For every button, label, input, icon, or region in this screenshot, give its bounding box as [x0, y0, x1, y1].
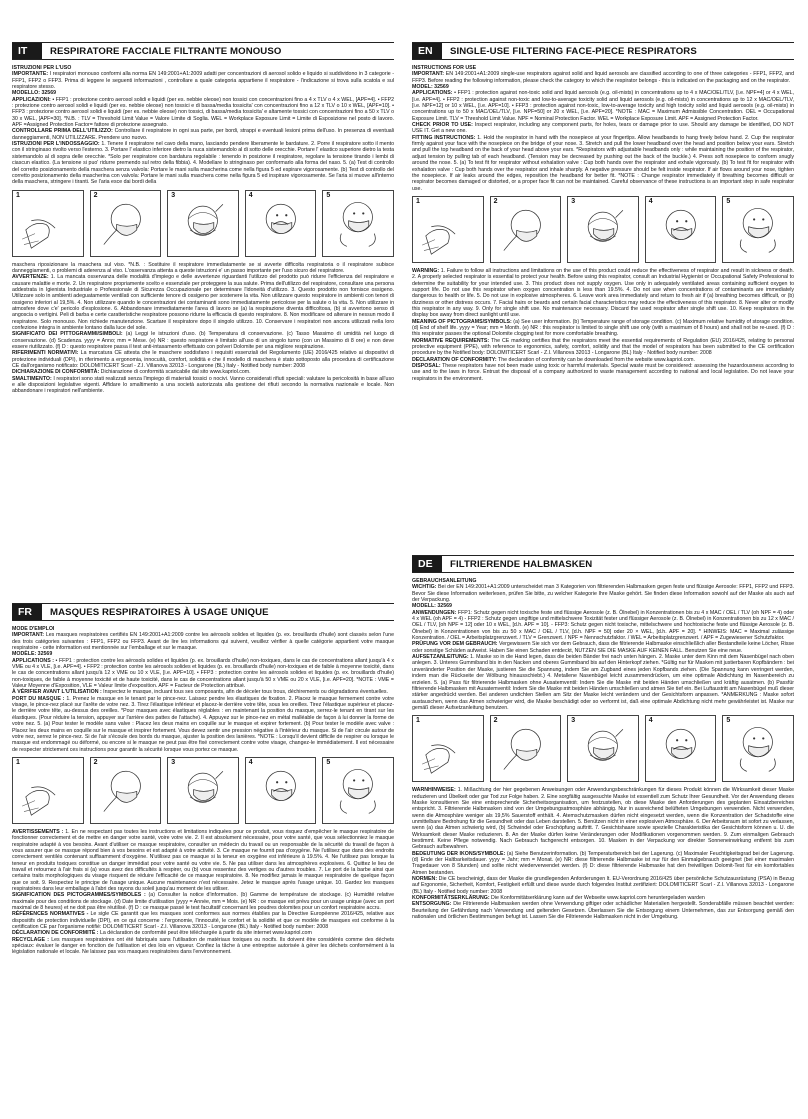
paragraph-label: DICHIARAZIONE DI CONFORMITÀ:: [12, 369, 100, 376]
figure-number: 1: [416, 717, 420, 725]
figure-number: 4: [248, 758, 253, 766]
paragraph-label: AVERTISSEMENTS :: [12, 828, 64, 835]
body-text: [412, 578, 794, 711]
paragraph: [412, 71, 794, 84]
paragraph-text: The CE marking certifies that the respirators meet the essential requirements of Regulation (EU) 2016/425, relating to personal protective equipment (PPE), with reference to ergonomics, safety, comfort, solidity and that the model of respirators has been submitted to the CE certification procedure by the Notified body: DOLOMITICERT Scarl - Z.I. Villanova 32013 - Longarone (BL) Italy - Notified body number: 2008: [412, 337, 794, 357]
fitting-figure: [645, 196, 717, 263]
paragraph: [412, 268, 794, 319]
figure-illustration: [413, 197, 483, 262]
paragraph-label: DISPOSAL:: [412, 363, 441, 370]
figure-illustration: [13, 758, 83, 823]
paragraph-label: RÉFÉRENCES NORMATIVES -: [12, 911, 89, 918]
paragraph: [412, 901, 794, 920]
paragraph-label: RECYCLAGE :: [12, 936, 49, 943]
fitting-figure: [90, 190, 162, 257]
paragraph: [12, 331, 394, 350]
paragraph: [12, 632, 394, 651]
fitting-figure: [12, 757, 84, 824]
section-header: [412, 42, 794, 60]
paragraph-text: Bei der EN 149:2001+A1:2009 unterscheidet man 3 Kategorien von filtrierenden Halbmasken gegen feste und flüssige Aerosole: FFP1, FFP2 und FFP3. Bevor Sie diese Information weiterlesen, prüfen Sie bitte, zu welcher Kategorie Ihre Maske gehört. Sie finden diese Information sowohl auf der Maske als auch auf der Verpackung.: [412, 584, 794, 604]
paragraph-text: I respiratori monouso conformi alla norma EN 149:2001+A1:2009 adatti per concentrazioni di aerosol solido e liquido si suddividono in 3 categorie - FFP1, FFP2 o FFP3. Prima di leggere le seguenti informazioni , controllare a quale categoria appartiene il respiratore - l'indicazione si trova sulla scatola e sul respiratore stesso.: [12, 71, 394, 91]
fitting-figures: [412, 715, 794, 782]
fitting-figure: [722, 715, 794, 782]
paragraph-label: WARNING:: [412, 267, 440, 274]
figure-number: 5: [726, 717, 731, 725]
figure-illustration: [168, 191, 238, 256]
paragraph: [12, 911, 394, 930]
fitting-figure: [567, 715, 639, 782]
figure-illustration: [246, 758, 316, 823]
paragraph-text: La marcatura CE attesta che le maschere soddisfano i requisiti essenziali del Regolamento (UE) 2016/425 relativo ai dispositivi di protezione individuali (DPI), in riferimento a ergonomia, innocuità, comfort, solidità e che il modello di maschera è stato sottoposto alla procedura di certificazione CE dall'organismo notificato: DOLOMITICERT Scarl - Z.I. Villanova 32013 - Longarone (BL) Italy - Notified body number: 2008: [12, 350, 394, 370]
paragraph: [12, 262, 394, 275]
paragraph-text: 1. La mancata osservanza delle modalità d'impiego e delle avvertenze riguardanti l'utilizzo del prodotto può ridurre l'efficienza del respiratore e causare malattie e morte. 2. Un respiratore propriamente scelto e essenziale per proteggere la sua salute. Prima dell'utilizzo del respiratore, consultare una persona addestrata in Igienista Industriale o Professionale di Sicurezza Occupazionale per determinare l'idoneità d'utilizzo. 3. Questo prodotto non fornisce ossigeno. Utilizzare solo in ambienti adeguatamente ventilati con sufficiente tenore di ossigeno per sostenere la vita. Non utilizzare questo respiratore in ambienti con tenori di ossigeno inferiori al 19,5%. 4. Non utilizzare quando le concentrazioni dei contaminanti sono immediatamente pericolose per la salute o la vita. 5. Non utilizzare in atmosfere dove c'e' pericolo d'esplosione. 6. Abbandonare immediatamente l'area di lavoro se (a) la respirazione diventa difficoltosa, (b) si avvertono senso di angoscia o vertigini. Peli di barba e certe caratteristiche respiratore possono ridurre la efficacia di questo respiratore. 8. Non modificare od alterare in nessun modo il respiratore. Solo monouso. Non richiede manutenzione. Scartare il respiratore dopo il singolo utilizzo. 10. Conservare i respiratori non ancora utilizzati nella loro confezione integra in ambiente lontano dalla luce del sole.: [12, 274, 394, 331]
paragraph-label: NORMATIVE REQUIREMENTS:: [412, 337, 490, 344]
paragraph-label: MODEL: 32569: [412, 84, 449, 91]
paragraph-label: ENTSORGUNG:: [412, 901, 452, 908]
fitting-figure: [567, 196, 639, 263]
paragraph-label: APPLICATIONS:: [412, 90, 453, 97]
paragraph-text: Controllare il respiratore in ogni sua parte, per bordi, strappi e eventuali lesioni prima dell'uso. In presenza di eventuali danneggiamenti, NON UTILIZZARE. Prendere uno nuovo.: [12, 128, 394, 141]
figure-number: 3: [571, 197, 576, 205]
fitting-figure: [167, 190, 239, 257]
figure-number: 1: [416, 197, 420, 205]
fitting-figure: [245, 757, 317, 824]
paragraph-label: WICHTIG:: [412, 584, 437, 591]
figure-illustration: [723, 197, 793, 262]
paragraph-label: ANWENDUNGEN:: [412, 609, 457, 616]
paragraph-text: I respiratori sono stati realizzati senza l'impiego di materiali tossici o nocivi. Vanno considerati rifiuti speciali: valutare la pericolosità in base all'uso e alle disposizioni legislative vigenti. Affidare lo smaltimento a una società autorizzata alla gestione dei rifiuti secondo la normativa nazionale e locale. Non abbandonare i respiratori nell'ambiente.: [12, 375, 394, 395]
paragraph-text: Die Konformitätserklärung kann auf der Webseite www.kapriol.com heruntergeladen warden: [489, 895, 705, 902]
figure-number: 3: [171, 758, 176, 766]
figure-illustration: [246, 191, 316, 256]
paragraph-label: NORMEN:: [412, 876, 438, 883]
figure-illustration: [413, 716, 483, 781]
paragraph-label: MODÈLE: 32569: [12, 651, 53, 658]
figure-number: 4: [248, 191, 253, 199]
body-text: [12, 626, 394, 753]
paragraph: [412, 876, 794, 895]
lang-code: DE: [412, 556, 442, 572]
paragraph: [412, 363, 794, 382]
paragraph-label: IMPORTANT:: [412, 71, 444, 78]
lang-code: EN: [412, 43, 442, 59]
paragraph-label: KONFORMITÄTSERKLÄRUNG:: [412, 895, 490, 902]
paragraph: [412, 122, 794, 135]
paragraph-text: • FFP1 : protection against non-toxic solid and liquid aerosols (e.g. oil-mists) in concentrations up to 4 x MAC/OEL/TLV, [i.e. NPF=4] or 4 x WEL, [i.e. APF=4]. • FFP2 : protection against non-toxic and low-to-average toxicity solid and liquid aerosols (e.g. oil-mists) in concentrations up to 12 x MAC/OEL/TLV, [i.e. NPF=12] or 10 x WEL, [i.e. APF=10]. • FFP3 : protection against non-toxic, low-to-average toxicity and high toxicity solid and liquid aerosols (e.g. oil-mists) in concentrations up to 50 x MAC/OEL/TLV, [i.e. NPF=50] or 20 x WEL, [i.e. APF=20]. *NOTE : MAC = Maximum Admissible Concentration. OEL = Occupational Exposure Limit. TLV = Threshold Limit Value. NPF = Nominal Protection Factor. WEL = Workplace Exposure Limit. APF = Assigned Protection Factor.: [412, 90, 794, 122]
paragraph-text: (a) Leggi le istruzioni d'uso. (b) Temperatura di conservazione. (c) Tasso Massimo di umidità nel luogo di conservazione. (d) Scadenza. yyyy = Anno; mm = Mese. (e) NR : questo respiratore è limitato all'uso di un singolo turno (con un Massimo di 8 ore) e non deve essere riutilizzato. (f) D : questo respiratore passa il test anti-intasamento effettuato con polveri Dolomite per una migliore respirazione.: [12, 331, 394, 350]
paragraph-label: BEDEUTUNG DER IKONS/SYMBOLE:: [412, 850, 506, 857]
figure-illustration: [723, 716, 793, 781]
paragraph-text: (a) Consulter la notice d'information. (b) Gamme de température de stockage. (c) Humidité relative maximale pour des conditions de stockage. (d) Date limite d'utilisation (yyyy = Année, mm = Mois. (e) NR : ce masque est prévu pour un usage unique (avec un port maximal de 8 heures) et ne doit pas être réutilisé. (f) D : ce masque passé le test facultatif concernant les poudres dolomites pour un confort respiratoire accru.: [12, 892, 394, 911]
section-fr: [12, 603, 394, 956]
paragraph-text: La déclaration de conformité peut être téléchargée à partir du site internet www.kapriol.com: [98, 930, 312, 937]
paragraph-text: The declaration of conformity can be downloaded from the website www.kapriol.com.: [496, 356, 696, 363]
figure-number: 2: [93, 191, 98, 199]
paragraph-text: Les masques respiratoires ont été fabriqués sans l'utilisation de matériaux toxiques ou nocifs. Ils doivent être considérés comme des déchets spéciaux: évaluer le danger en fonction de l'utilisation et des lois en vigueur. Confiez la tâche à une entreprise autorisée à gérer les déchets conformément à la législation nationale et locale. Ne laissez pas vos masques respiratoires dans l'environnement.: [12, 936, 394, 956]
paragraph: [412, 787, 794, 850]
fitting-figures: [12, 190, 394, 257]
paragraph-text: 1. Failure to follow all instructions and limitations on the use of this product could reduce the effectiveness of respirator and result in sickness or death. 2. A properly selected respirator is essential to protect your health. Before using this respirator, consult an Industrial Hygienist or Occupational Safety Professional to determine the suitability for your intended use. 3. This product does not supply oxygen. Use only in adequately ventilated areas containing sufficient oxygen to support life. Do not use this respirator when oxygen concentration is less than 19.5%. 4. Do not use when concentrations of contaminants are immediately dangerous to health or life. 5. Do not use in explosive atmospheres. 6. Leave work area immediately and return to fresh air if (a) breathing becomes difficult, or (b) dizziness or other distress occurs. 7. Facial hairs or beards and certain facial characteristics may reduce the effectiveness of this respirator. 8. Never alter or modify this respirator in any way. 9. Only for single shift use. No maintenance necessary. Discard the used respirator after single shift use. 10. Keep respirators in the display box away from direct sunlight until use.: [412, 267, 794, 319]
paragraph: [412, 654, 794, 711]
section-title: RESPIRATORE FACCIALE FILTRANTE MONOUSO: [50, 45, 282, 57]
section-title: FILTRIERENDE HALBMASKEN: [450, 558, 593, 570]
paragraph: [12, 141, 394, 185]
paragraph-text: (a) Siehe Benutzerinformation. (b) Temperaturbereich bei der Lagerung. (c) Maximaler Feuchtigkeitsgrad bei der Lagerung. (d) Ende der Haltbarkeitsdauer. yyyy = Jahr; mm = Monat. (e) NR: diese filtrierende Halbmaske ist nur für den Einmalgebrauch geeignet (bei einer maximalen Tragedauer von 8 Stunden) und sollte nicht wiederverwendet werden. (f) D: diese filtrierende Halbmaske hat den freiwilligen Dolomit-Test für ein komfortables Atmen bestanden.: [412, 850, 795, 876]
paragraph-text: 1. Prenez le masque en le tenant par le pince-nez. Laissez pendre les élastiques de fixation. 2. Placez le masque fermement contre votre visage, le pince-nez placé sur l'arête de votre nez. 3. Tirez l'élastique inférieur et placez-le derrière votre tête, sous les oreilles. Tirez l'élastique supérieur et placez-le derrière votre tête, au-dessus des oreilles. *Pour masques avec élastiques réglables : en maintenant la position du masque, serrez-le tenant en tirant sur les élastiques. (Pour réduire la tension, appuyer sur l'arrière des pattes de l'attache). 4. Appuyez sur le pince-nez en métal malléable de façon à lui donner la forme de votre nez. 5. (a) Pour tester le modèle sans valve : Placez les deux mains en coquille sur le masque et expirer fortement. (b) Pour tester le modèle avec valve : Placez les deux mains en coquille sur le masque et inspirer fortement. Vous devez sentir une pression négative à l'intérieur du masque. Si de l'air circule autour de votre nez, serrez le pince-nez. Si de l'air s'écoule des bords du masque, ajuster la position des lanières. *NOTE : Lorsqu'il devient difficile de respirer ou lorsque le masque est endommagé ou déformé, ou encore si le masque ne peut pas être fixé correctement contre votre visage, changez-le immédiatement. Il est nécessaire de respecter strictement ces instructions pour garantir la sécurité lorsque vous portez ce masque.: [12, 695, 394, 753]
fitting-figure: [245, 190, 317, 257]
paragraph: [12, 350, 394, 369]
paragraph: [12, 829, 394, 892]
fitting-figure: [490, 196, 562, 263]
paragraph-label: PORT DU MASQUE :: [12, 695, 65, 702]
figure-number: 2: [493, 717, 498, 725]
paragraph: [412, 90, 794, 122]
paragraph: [412, 610, 794, 642]
section-header: [412, 555, 794, 573]
paragraph-text: EN 149:2001+A1:2009 single-use respirators against solid and liquid aerosols are classified according to one of three categories - FFP1, FFP2, and FFP3. Before reading the following information, please check the category to which the respirator belongs - this is indicated on the packaging and on the respirator.: [412, 71, 794, 84]
figure-illustration: [168, 758, 238, 823]
figure-number: 3: [571, 717, 576, 725]
paragraph-label: MODELL: 32569: [412, 603, 452, 610]
paragraph-label: AUFSETZANLEITUNG:: [412, 654, 469, 661]
paragraph-label: FITTING INSTRUCTIONS:: [412, 134, 476, 141]
paragraph: [412, 641, 794, 654]
lang-code: IT: [12, 43, 42, 59]
section-it: [12, 42, 394, 395]
figure-illustration: [91, 191, 161, 256]
paragraph-label: ISTRUZIONI PER L'USO: [12, 65, 72, 71]
figure-illustration: [13, 191, 83, 256]
paragraph-text: 1. Tenere il respiratore nel cavo della mano, lasciando pendere liberamente le bardature. 2. Porre il respiratore sotto il mento con il stringinaso rivolto verso l'esterno. 3. Portare l' elastico inferiore dietro la nuca sistemandolo al di sotto delle orecchie. Portare l' elastico superiore dietro la testa sistemandolo al di sopra delle orecchie. *Solo per respiratore con bardatura regolabile : tenendo in posizione il respiratore, regolare la tensione tirando i lembi di ciascun elastico. (La tensione si puo' ridurre premendo sul retro della fibbia). 4. Modellare lo stringinaso per conformarlo alla forma del naso. 5. (a) Test di controllo del corretto posizionamento della maschera senza valvola: Portare le mani sulla mascherina come nella figura 5 ed espirare vigorosamente. (b) Test di controllo del corretto posizionamento della mascherina con valvola: Portare le mani sulla maschera come nella figura 5 ed inspirare vigorosamente. Se l'aria si muove all'interno della maschera, stringere i tiranti. Se l'aria esce dai bordi della: [12, 141, 394, 186]
figure-number: 2: [93, 758, 98, 766]
paragraph-text: Inspectez le masque, incluant tous ses composants, afin de déceler tous trous, déchirements ou dégradations éventuelles.: [101, 689, 389, 696]
fitting-figure: [12, 190, 84, 257]
figure-number: 4: [648, 717, 653, 725]
paragraph-label: SMALTIMENTO:: [12, 375, 52, 382]
section-header: [12, 42, 394, 60]
body-text: [12, 829, 394, 956]
paragraph-label: AVVERTENZE:: [12, 274, 49, 281]
lang-code: FR: [12, 604, 42, 620]
section-title: SINGLE-USE FILTERING FACE-PIECE RESPIRATORS: [450, 45, 697, 57]
paragraph: [12, 937, 394, 956]
paragraph: [12, 128, 394, 141]
paragraph-text: 1. Mißachtung der hier gegebenen Anweisungen oder Anwendungsbeschränkungen für dieses Produkt können die Wirksamkeit dieser Maske reduzieren und Übelkeit oder gar Tod zur Folge haben. 2. Eine sorgfältig ausgesuchte Maske ist essentiell zum Schutz Ihrer Gesundheit. Vor der Anwendung dieses Maske konsultieren Sie eine entsprechende Sicherheitsorganisation, um festzustellen, ob diese Maske den Anforderungen des geplanten Einsatzbereiches entspricht. 3. Filtrierende Halbmasken sind von der Umgebungsatmosphäre abhängig. Nur in ausreichend belüfteten Umgebungen verwenden. Nicht verwenden, wenn die Atmosphäre weniger als 19,5% Sauerstoff enthält. 4. Atemschutzmasken dürfen nicht eingesetzt werden, wenn die Konzentration der Schadstoffe eine unmittelbare Bedrohung für die Gesundheit oder das Leben darstellen. 5. Benützen nicht in einer explosiven Atmosphäre. 6. Der Arbeitsraum ist sofort zu verlassen, wenn (a) das Atmen schwierig wird, (b) Schwindel oder Erschöpfung auftritt. 7. Gesichtshaare sowie spezielle Charakteristika der Gesichtsform können u. U. die Wirksamkeit dieser Maske reduzieren. 8. An der Maske dürfen keine Veränderungen oder Modifikationen vorgenommen werden. 9. Zum einmaligen Gebrauch bestimmt. Keine Pflege notwendig. Nach Gebrauch fachgerecht entsorgen. 10. Masken in der Verpackung vor direkter Sonneneinwirkung entfernt bis zum Gebrauch aufbewahren.: [412, 787, 794, 851]
figure-illustration: [646, 716, 716, 781]
figure-illustration: [323, 758, 393, 823]
paragraph: [12, 71, 394, 90]
paragraph-label: PRÜFUNG VOR DEM GEBRAUCH:: [412, 641, 498, 648]
fitting-figure: [322, 190, 394, 257]
paragraph: [12, 97, 394, 129]
body-text: [12, 65, 394, 186]
fitting-figure: [322, 757, 394, 824]
section-header: [12, 603, 394, 621]
paragraph-text: 1. Hold the respirator in hand with the nosepiece at your fingertips. Allow headbands to hang freely below hand. 2. Cup the respirator firmly against your face with the nosepiece on the bridge of your nose. 3. Stretch and pull the lower headband over the head and position below your ears. Stretch and pull the top headband on the back of your head above your ears. *Respirators with adjustable headbands only : while maintaining the position of the respirator, adjust tension by pulling tab of each headband. (Tension may be decreased by pushing out the back of the buckle.) 4. Press soft nosepiece to conform snugly around the nose. 5. (a) To test fit for respirator without exhalation valve : Cup both hands over the respirator and exhale vigorously. (b) To test fit for respirator with exhalation valve : Cup both hands over the respirator and inhale sharply. A negative pressure should be felt inside respirator. If air flows around your nose, tighten the nosepiece. If air leaks around the edges, reposition the headband for better fit. *NOTE : Change respirator immediately if breathing becomes difficult or respirator becomes damaged or distorted, or a proper face fit can not be maintained. Careful observance of these instructions is an important step in safe respirator use.: [412, 134, 795, 192]
paragraph-label: MEANING OF PICTOGRAMS/SYMBOLS:: [412, 318, 512, 325]
paragraph-label: MODE D'EMPLOI: [12, 626, 55, 632]
paragraph: [12, 376, 394, 395]
figure-illustration: [91, 758, 161, 823]
paragraph-label: INSTRUCTIONS FOR USE: [412, 65, 477, 71]
figure-number: 5: [326, 758, 331, 766]
figure-number: 1: [16, 191, 20, 199]
paragraph-label: DÉCLARATION DE CONFORMITÉ :: [12, 930, 99, 937]
paragraph-label: IMPORTANTE:: [12, 71, 49, 78]
paragraph-text: These respirators have not been made using toxic or harmful materials. Special waste must be considered: assessing the hazardousness according to use and to the laws in force. Entrust the disposal of a company authorized to waste management according to national and local legislation. Do not leave your respirators in the environment.: [412, 363, 794, 382]
fitting-figure: [722, 196, 794, 263]
figure-illustration: [568, 716, 638, 781]
body-text: [412, 65, 794, 192]
figure-number: 5: [326, 191, 331, 199]
paragraph-text: 1. En ne respectant pas toutes les instructions et limitations indiquées pour ce produit, vous risquez d'empêcher le masque respiratoire de fonctionner correctement et de mettre en danger votre santé, voire votre vie. 2. Il est absolument nécessaire, pour votre santé, que vous sélectionniez le masque respiratoire adapté à vos besoins. Avant d'utiliser ce masque respiratoire, consulter un médecin du travail ou un responsable de la sécurité du travail de façon à vous assurer que ce masque répond bien à vos besoins et est adapté à votre activité. 3. Ce masque ne fournit pas d'oxygène. Ne l'utilisez que dans des endroits correctement ventilés contenant suffisamment d'oxygène. N'utilisez pas ce masque si la teneur en oxygène est inférieure à 19.5%. 4. Ne l'utilisez pas lorsque la teneur en produits toxiques constitue un danger immédiat pour votre santé ou votre vie. 5. Ne pas utiliser dans les atmosphères explosives. 6. Quittez le lieu de travail et retournez à l'air frais si (a) vous avez des difficultés à respirer, ou (b) vous ressentez des vertiges ou d'autres troubles. 7. Le port de la barbe ainsi que certains traits morphologiques du visage risquent de réduire l'efficacité de ce masque respiratoire. 8. Ne modifiez jamais le masque respiratoire de quelque façon que ce soit. 9. Respectez le principe de l'usage unique. Aucune maintenance n'est nécessaire. Jetez le masque après l'usage unique. 10. Gardez les masques respiratoires dans leur emballage à l'abri des rayons du soleil jusqu'au moment de les utiliser.: [12, 828, 394, 892]
paragraph-text: (a) See user information. (b) Temperature range of storage condition. (c) Maximum relative humidity of storage condition. (d) End of shelf life. yyyy = Year; mm = Month. (e) NR : this respirator is limited to single shift use only (with a maximum of 8 hours) and shall not be re-used. (f) D : this respirator passes the optional Dolomite clogging test for more comfortable breathing.: [412, 318, 794, 338]
body-text: [12, 262, 394, 395]
paragraph-text: Die CE bescheinigt, dass der Maske die grundlegenden Anforderungen lt. EU-Verordnung 2016/425 über persönliche Schutzausrüstung (PSA) in Bezug auf Ergonomie, Sicherheit, Komfort, Festigkeit erfüllt und diese wurde durch folgendes Institut zertifiziert: DOLOMITICERT Scarl - Z.I. Villanova 32013 - Longarone (BL) Italy - Notified body number: 2008: [412, 876, 794, 895]
paragraph-label: RIFERIMENTI NORMATIVI:: [12, 350, 79, 357]
section-en: [412, 42, 794, 382]
figure-illustration: [491, 197, 561, 262]
fitting-figure: [645, 715, 717, 782]
paragraph: [12, 658, 394, 690]
paragraph-text: maschera riposizionare la maschera sul viso. *N.B. : Sostituire il respiratore immediatamente se si avverte difficolta respiratoria o il respiratore subisce danneggiamenti, o problemi di aderenza al viso. L'osservanza attenta a queste istruzioni e' un passo importante per l'uso sicuro del respiratore.: [12, 261, 394, 274]
paragraph: [412, 135, 794, 192]
paragraph-text: Dichiarazione di conformità scaricabile dal sito www.kapriol.com.: [99, 369, 251, 376]
figure-number: 4: [648, 197, 653, 205]
paragraph-label: MODELLO: 32569: [12, 90, 57, 97]
paragraph-label: SIGNIFICATO DEI PITTOGRAMMI/SIMBOLI:: [12, 331, 123, 338]
paragraph-text: Vergewissern Sie sich vor dem Gebrauch, dass die filtrierende Halbmaske einschließlich aller Bestandteile keine Löcher, Risse oder sonstige Schäden aufweist. Haben Sie einen Schaden entdeckt, NUTZEN SIE DIE MASKE AUF KEINEN FALL. Benutzen Sie eine neue.: [412, 641, 794, 654]
paragraph-text: • FFP1 : protection contre les aérosols solides et liquides (p. ex. brouillards d'huile) non-toxiques, dans le cas de concentrations allant jusqu'à 4 x VME ou 4 x VLE, [i.e. APF=4]. • FFP2 : protection contre les aérosols solides et liquides (p. ex. brouillards d'huile) non-toxiques et de faible à moyenne toxicité, dans le cas de concentrations allant jusqu'à 12 x VME ou 10 x VLE, [i.e. APF=10]. • FFP3 : protection contre les aérosols solides et liquides (p. ex. brouillards d'huile) non-toxiques, de faible à moyenne toxicité et de haute toxicité, dans le cas de concentrations allant jusqu'à 50 x VME ou 20 x VLE, [i.e. APF=20]. *NOTE : VME = Valeur Moyenne d'Exposition, VLE = Valeur limite d'exposition. APF = Facteur de Protection attribué.: [12, 657, 394, 690]
paragraph-label: DECLARATION OF CONFORMITY:: [412, 356, 497, 363]
body-text: [412, 787, 794, 920]
paragraph: [412, 338, 794, 357]
paragraph-text: Die Filtrierende Halbmasken werden ohne Verwendung giftiger oder schädlicher Materialien hergestellt. Sonderabfälle müssen beachtet werden: Beurteilung der Gefährdung nach Verwendung und geltenden Gesetzen. Überlassen Sie die Entsorgung einem Unternehmen, das zur Entsorgung gemäß den nationalen und örtlichen Bestimmungen befugt ist. Lassen Sie die Filtrierende Halbmasken nicht in der Umgebung.: [412, 901, 794, 921]
figure-illustration: [491, 716, 561, 781]
figure-number: 2: [493, 197, 498, 205]
paragraph-text: Le sigle CE garantit que les masques sont conformes aux normes établies par la Directive Européenne 2016/425, relative aux dispositifs de protection individuelle (DPI), en ce qui concerne : l'ergonomie, l'innocuité, le confort et la solidité et que ce modèle de masques est conforme à la certification CE par l'organisme notifié: DOLOMITICERT Scarl - Z.I. Villanova 32013 - Longarone (BL) Italy - Notified body number: 2008: [12, 911, 395, 931]
section-title: MASQUES RESPIRATOIRES À USAGE UNIQUE: [50, 606, 269, 618]
body-text: [412, 268, 794, 382]
paragraph-label: APPLICATIONS :: [12, 657, 54, 664]
paragraph-label: WARNHINWEISE:: [412, 787, 456, 794]
paragraph-text: FFP1: Schutz gegen nicht toxische feste und flüssige Aerosole (z. B. Ölnebel) in Konzentrationen bis zu 4 x MAC / OEL / TLV (oh NPF = 4) oder 4 x WEL (oh APF = 4) - FFP2 : Schutz gegen ungiftige und mittelschwere Toxizität fester und flüssiger Aerosole (z. B. Ölnebel) in Konzentrationen bis zu 12 x MAC / OEL / TLV, [oh NPF = 12] oder 10 x WEL, [d.h. APF = 10]. - FFP3: Schutz gegen nicht toxische, mittelschwere und hochtoxische feste und flüssige Aerosole (z. B. Ölnebel) in Konzentrationen von bis zu 50 x MAC / OEL / TLV, [d.h. NPF = 50] oder 20 × WEL, [d.h. APF = 20]. * HINWEIS: MAC = Maximal zulässige Konzentration. / OEL = Arbeitsplatzgrenzwert. / TLV = Grenzwert. / NPF = Nennschutzfaktor. / WEL = Arbeitsplatzgrenzwert. / APF = Zugewiesener Schutzfaktor.: [412, 609, 794, 642]
figure-number: 5: [726, 197, 731, 205]
figure-number: 3: [171, 191, 176, 199]
fitting-figures: [412, 196, 794, 263]
paragraph-label: APPLICAZIONI:: [12, 96, 51, 103]
paragraph-label: CONTROLLARE PRIMA DELL'UTILIZZO:: [12, 128, 113, 135]
figure-illustration: [323, 191, 393, 256]
fitting-figures: [12, 757, 394, 824]
fitting-figure: [490, 715, 562, 782]
figure-number: 1: [16, 758, 20, 766]
paragraph-label: SIGNIFICATION DES PICTOGRAMMES/SYMBOLES :: [12, 892, 146, 899]
paragraph: [12, 696, 394, 753]
paragraph: [412, 319, 794, 338]
paragraph-label: CHECK PRIOR TO USE:: [412, 122, 473, 129]
fitting-figure: [412, 196, 484, 263]
paragraph: [412, 851, 794, 876]
paragraph-label: ISTRUZIONI PER L'INDOSSAGGIO:: [12, 141, 100, 148]
paragraph: [12, 274, 394, 331]
paragraph: [412, 584, 794, 603]
fitting-figure: [90, 757, 162, 824]
paragraph: [12, 892, 394, 911]
paragraph-text: Les masques respiratoires certifiés EN 149:2001+A1:2009 contre les aérosols solides et liquides (p. ex. brouillards d'huile) sont classés selon l'une des trois catégories suivantes : FFP1, FFP2 ou FFP3. Avant de lire les informations qui suivent, veuillez vérifier à quelle catégorie appartient votre masque respiratoire - cette information est mentionnée sur l'emballage et sur le masque.: [12, 632, 394, 652]
paragraph-label: IMPORTANT:: [12, 632, 44, 639]
paragraph-text: Inspect respirator, including any component parts, for holes, tears or damage prior to use. Should any damage be identified, DO NOT USE IT. Get a new one.: [412, 122, 794, 135]
paragraph-label: GEBRAUCHSANLEITUNG: [412, 578, 477, 584]
paragraph-label: À VÉRIFIER AVANT L'UTILISATION :: [12, 689, 102, 696]
figure-illustration: [646, 197, 716, 262]
section-de: [412, 555, 794, 920]
paragraph-text: • FFP1 : protezione contro aerosol solidi e liquidi (per es. nebbie oleose) non tossici con concentrazioni fino a 4 x TLV o 4 x WEL, [APF=4]. • FFP2 : protezione contro aerosol solidi e liquidi (per es. nebbie oleose) non tossici e di bassa/media tossicita' con concentrazioni fino a 12 x TLV o 10 x WEL, [APF=10]. • FFP3 : protezione contro aerosol solidi e liquidi (per es. nebbie oleose) non tossici, di bassa/media tossicita' e altamente tossici con concentrazioni fino a 50 x TLV o 30 x WEL, [APF=30]. *N.B. : TLV = Threshold Limit Value = Valore Limite di Soglia. WEL = Workplace Exposure Limit = Limite di Esposizione nel posto di lavoro. APF =Assigned Protection Factor= fattore di protezione assegnato.: [12, 96, 394, 129]
fitting-figure: [412, 715, 484, 782]
paragraph-text: 1. Maske so in die Hand legen, dass die beiden Bänder frei nach unten hängen. 2. Maske unter dem Kinn mit dem Nasenbügel nach oben anlegen. 3. Unteres Gummiband bis in den Nacken und oberes Gummiband bis auf den Hinterkopf ziehen. *Gültig nur für Masken mit justierbaren Kopfbändern : bei unveränderter Position der Maske, justieren Sie die Spannung, indem Sie am Zugband eines jeden Kopfbands ziehen. (Die Spannung kann verringert werden, indem man die Rückseite der Wölbung hinausschiebt.) 4. Metallene Nasenbügel leicht zusammendrücken, um eine optimale Abdichtung im Nasenbereich zu erzielen. 5. (a) Pass für filtrierende Halbmasken ohne Ausatemventil: Indem Sie die Maske mit beiden Händen umschließen und kräftig ausatmen. (b) Passfür filtrierende Halbmasken mit Ausatemventil: Indem Sie die Maske mit beiden Händen umschließen und atmen Sie tief ein. Bei Luftaustritt am Nasenbügel muß dieser stärker angedrückt werden. Bei anderen undichten Stellen am Sitz der Maske leicht verändern und der Gesichtsform anpassen. *ANMERKUNG : Maske sofort austauschen, wenn das Atmen schwieriger wird, die Maske beschädigt oder so verformt ist, daß eine optimale Abdichtung nicht mehr gewährleistet ist. Maske nur gemäß dieser Aufsetzanleitung benutzen.: [412, 654, 794, 711]
fitting-figure: [167, 757, 239, 824]
figure-illustration: [568, 197, 638, 262]
